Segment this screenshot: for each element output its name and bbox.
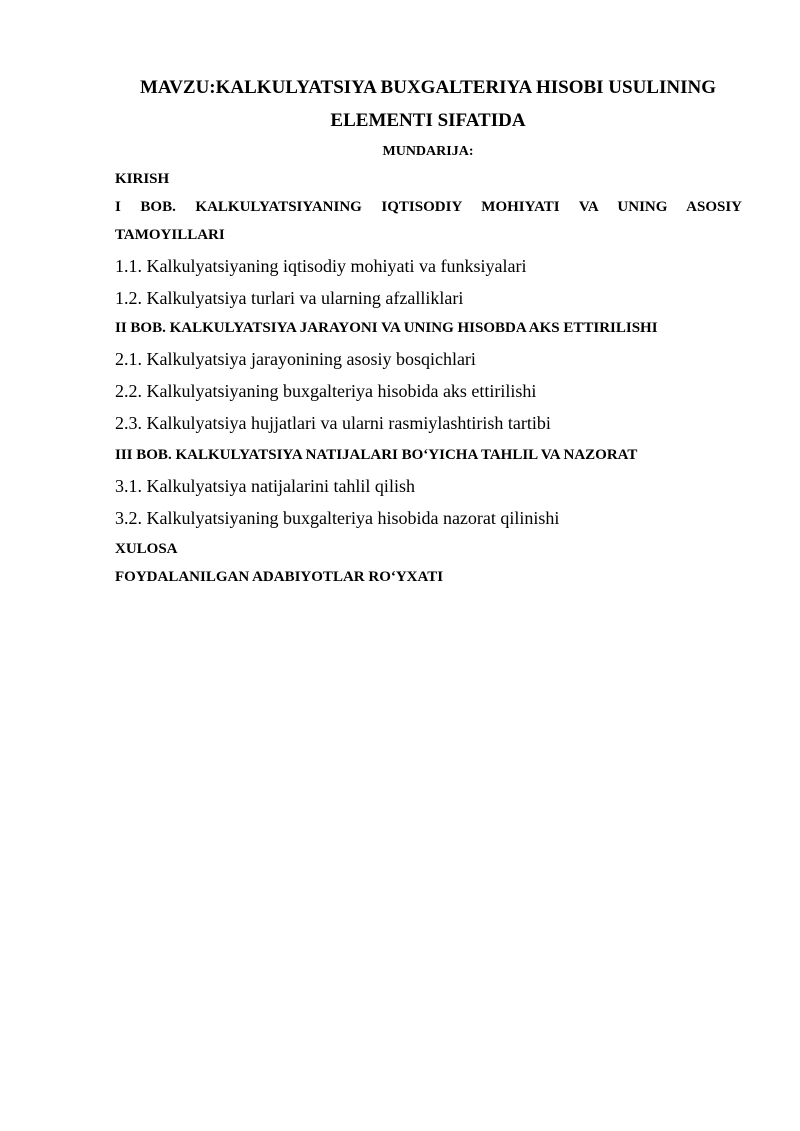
toc-section-2-2: 2.2. Kalkulyatsiyaning buxgalteriya hisobida aks ettirilishi <box>115 381 537 401</box>
toc-section-2-1: 2.1. Kalkulyatsiya jarayonining asosiy bosqichlari <box>115 349 476 369</box>
toc-heading: MUNDARIJA: <box>382 144 474 159</box>
toc-intro: KIRISH <box>115 171 170 187</box>
document-title-line-1: MAVZU:KALKULYATSIYA BUXGALTERIYA HISOBI USULINING <box>139 77 716 98</box>
toc-chapter-3: III BOB. KALKULYATSIYA NATIJALARI BO‘YICHA TAHLIL VA NAZORAT <box>115 447 638 463</box>
toc-section-1-1: 1.1. Kalkulyatsiyaning iqtisodiy mohiyati va funksiyalari <box>115 256 527 276</box>
toc-section-2-3: 2.3. Kalkulyatsiya hujjatlari va ularni rasmiylashtirish tartibi <box>115 413 551 433</box>
toc-chapter-2: II BOB. KALKULYATSIYA JARAYONI VA UNING HISOBDA AKS ETTIRILISHI <box>115 320 658 336</box>
toc-chapter-1-line-2: TAMOYILLARI <box>115 227 225 243</box>
toc-section-3-2: 3.2. Kalkulyatsiyaning buxgalteriya hisobida nazorat qilinishi <box>115 508 560 528</box>
toc-section-1-2: 1.2. Kalkulyatsiya turlari va ularning afzalliklari <box>115 288 464 308</box>
toc-section-3-1: 3.1. Kalkulyatsiya natijalarini tahlil qilish <box>115 476 415 496</box>
toc-conclusion: XULOSA <box>115 541 178 557</box>
toc-chapter-1-line-1: I BOB. KALKULYATSIYANING IQTISODIY MOHIYATI VA UNING ASOSIY <box>115 199 742 215</box>
toc-references: FOYDALANILGAN ADABIYOTLAR RO‘YXATI <box>115 569 444 585</box>
document-title-line-2: ELEMENTI SIFATIDA <box>330 110 526 131</box>
